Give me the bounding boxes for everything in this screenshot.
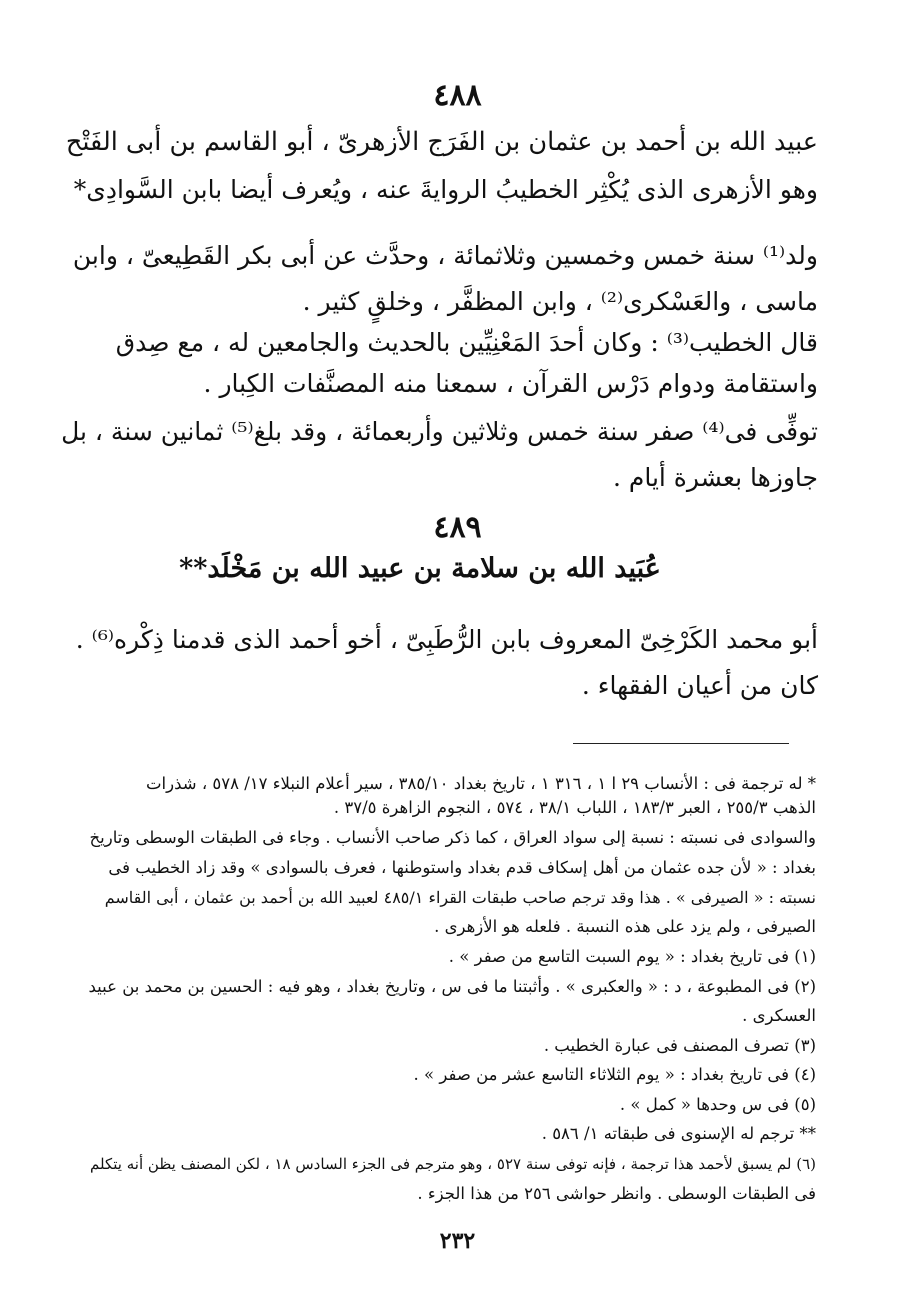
footnote-line: * له ترجمة فى : الأنساب ٢٩ ا ١ ، ٣١٦ ١ ، تاريخ بغداد ٣٨٥/١٠ ، سير أعلام النبلاء ١٧/ ٥٧٨ ، شذرات (146, 774, 816, 793)
footnote-line: (٥) فى س وحدها « كمل » . (619, 1095, 816, 1114)
footnote-line: الذهب ٢٥٥/٣ ، العبر ١٨٣/٣ ، اللباب ٣٨/١ ، ٥٧٤ ، النجوم الزاهرة ٣٧/٥ . (333, 798, 816, 817)
page-number: ٢٣٢ (439, 1228, 476, 1254)
entry-489-heading: عُبَيد الله بن سلامة بن عبيد الله بن مَخْلَد** (179, 553, 661, 584)
footnote-line: والسوادى فى نسبته : نسبة إلى سواد العراق ، كما ذكر صاحب الأنساب . وجاء فى الطبقات الوسطى وتاريخ (89, 828, 816, 847)
footnote-line: العسكرى . (742, 1006, 816, 1025)
footnote-line: (٢) فى المطبوعة ، د : « والعكبرى » . وأثبتنا ما فى س ، وتاريخ بغداد ، وهو فيه : الحسين بن محمد بن عبيد (88, 977, 816, 996)
entry-488-line-1: عبيد الله بن أحمد بن عثمان بن الفَرَج الأزهرىّ ، أبو القاسم بن أبى الفَتْح (65, 127, 818, 157)
entry-489-line-1: أبو محمد الكَرْخِىّ المعروف بابن الرُّطَبِىّ ، أخو أحمد الذى قدمنا ذِكْره⁽⁶⁾ . (75, 625, 818, 654)
footnote-line: الصيرفى ، ولم يزد على هذه النسبة . فلعله هو الأزهرى . (434, 917, 816, 936)
footnote-line: بغداد : « لأن جده عثمان من أهل إسكاف قدم بغداد واستوطنها ، فعرف بالسوادى » وقد زاد الخطيب فى (108, 858, 816, 877)
entry-488-line-8: جاوزها بعشرة أيام . (612, 463, 818, 492)
entry-488-line-2: وهو الأزهرى الذى يُكْثِر الخطيبُ الروايةَ عنه ، ويُعرف أيضا بابن السَّوادِى* (73, 175, 818, 204)
footnote-line: (٦) لم يسبق لأحمد هذا ترجمة ، فإنه توفى سنة ٥٢٧ ، وهو مترجم فى الجزء السادس ١٨ ، لكن المصنف يظن أنه يتكلم (90, 1155, 816, 1173)
footnote-separator (573, 743, 789, 744)
footnote-line: (٣) تصرف المصنف فى عبارة الخطيب . (543, 1036, 816, 1055)
entry-488-line-5: قال الخطيب⁽³⁾ : وكان أحدَ المَعْنِيِّين بالحديث والجامعين له ، مع صِدق (115, 328, 818, 357)
entry-number-488: ٤٨٨ (433, 78, 482, 113)
footnote-line: (١) فى تاريخ بغداد : « يوم السبت التاسع من صفر » . (448, 947, 816, 966)
entry-488-line-4: ماسى ، والعَسْكرى⁽²⁾ ، وابن المظفَّر ، وخلقٍ كثير . (302, 287, 818, 316)
entry-489-line-2: كان من أعيان الفقهاء . (581, 671, 818, 700)
footnote-line: (٤) فى تاريخ بغداد : « يوم الثلاثاء التاسع عشر من صفر » . (413, 1065, 816, 1084)
footnote-line: نسبته : « الصيرفى » . هذا وقد ترجم صاحب طبقات القراء ٤٨٥/١ لعبيد الله بن أحمد بن عثمان ، أبى القاسم (104, 888, 816, 907)
entry-488-line-7: توفِّى فى⁽⁴⁾ صفر سنة خمس وثلاثين وأربعمائة ، وقد بلغ⁽⁵⁾ ثمانين سنة ، بل (61, 417, 818, 446)
entry-488-line-3: ولد⁽¹⁾ سنة خمس وخمسين وثلاثمائة ، وحدَّث عن أبى بكر القَطِيعىّ ، وابن (72, 241, 818, 270)
footnote-line: ** ترجم له الإسنوى فى طبقاته ١/ ٥٨٦ . (541, 1124, 816, 1143)
entry-number-489: ٤٨٩ (433, 510, 482, 545)
entry-488-line-6: واستقامة ودوام دَرْس القرآن ، سمعنا منه المصنَّفات الكِبار . (203, 369, 818, 398)
footnote-line: فى الطبقات الوسطى . وانظر حواشى ٢٥٦ من هذا الجزء . (417, 1184, 816, 1203)
